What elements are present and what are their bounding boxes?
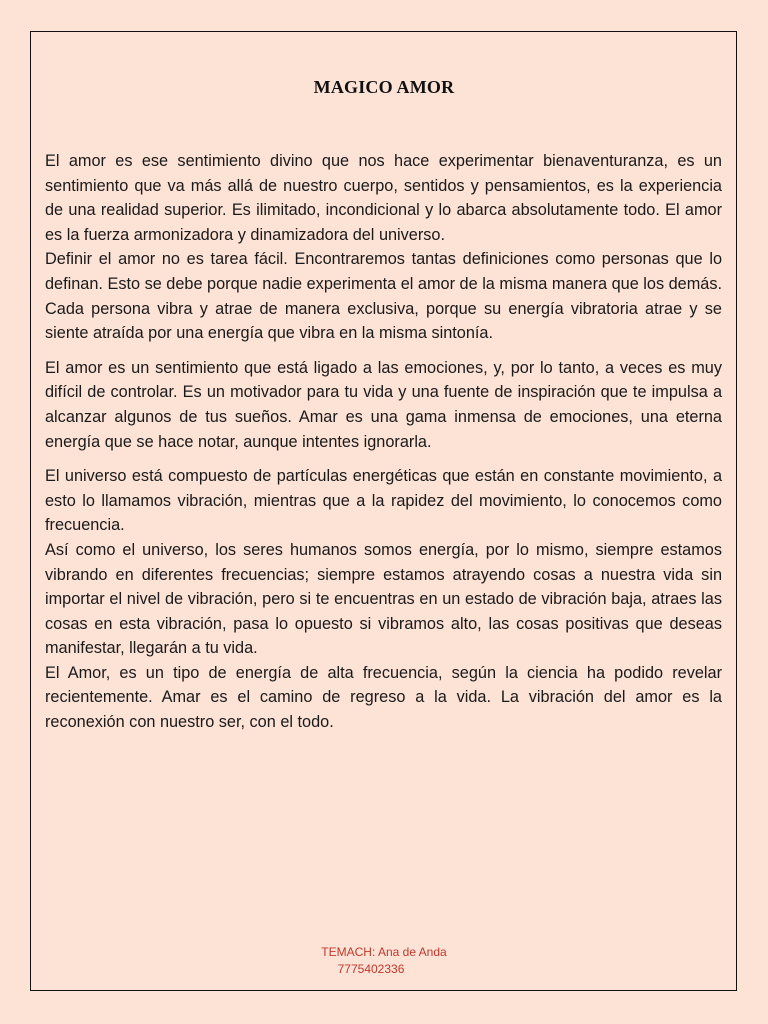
paragraph: Así como el universo, los seres humanos somos energía, por lo mismo, siempre estamos vibrando en diferentes frecuencias; siempre estamos atrayendo cosas a nuestra vida sin importar el nivel de vibración, pero si te encuentras en un estado de vibración baja, atraes las cosas en esta vibración, pasa lo opuesto si vibramos alto, las cosas positivas que deseas manifestar, llegarán a tu vida. bbox=[45, 540, 722, 658]
document-body bbox=[45, 149, 722, 735]
signature-name: TEMACH: Ana de Anda bbox=[321, 945, 447, 959]
paragraph: El Amor, es un tipo de energía de alta frecuencia, según la ciencia ha podido revelar recientemente. Amar es el camino de regreso a la vida. La vibración del amor es la reconexión con nuestro ser, con el todo. bbox=[45, 663, 722, 732]
paragraph: El universo está compuesto de partículas energéticas que están en constante movimiento, a esto lo llamamos vibración, mientras que a la rapidez del movimiento, lo conocemos como frecuencia. bbox=[45, 467, 722, 535]
paragraph: El amor es un sentimiento que está ligado a las emociones, y, por lo tanto, a veces es muy difícil de controlar. Es un motivador para tu vida y una fuente de inspiración que te impulsa a alcanzar algunos de tus sueños. Amar es una gama inmensa de emociones, una eterna energía que se hace notar, aunque intentes ignorarla. bbox=[45, 358, 722, 451]
signature-phone: 7775402336 bbox=[337, 962, 405, 976]
paragraph: Definir el amor no es tarea fácil. Encontraremos tantas definiciones como personas que lo definan. Esto se debe porque nadie experimenta el amor de la misma manera que los demás. Cada persona vibra y atrae de manera exclusiva, porque su energía vibratoria atrae y se siente atraída por una energía que vibra en la misma sintonía. bbox=[45, 250, 722, 343]
paragraph: El amor es ese sentimiento divino que nos hace experimentar bienaventuranza, es un sentimiento que va más allá de nuestro cuerpo, sentidos y pensamientos, es la experiencia de una realidad superior. Es ilimitado, incondicional y lo abarca absolutamente todo. El amor es la fuerza armonizadora y dinamizadora del universo. bbox=[45, 152, 722, 244]
document-title: MAGICO AMOR bbox=[313, 77, 455, 97]
signature-block bbox=[0, 944, 768, 978]
